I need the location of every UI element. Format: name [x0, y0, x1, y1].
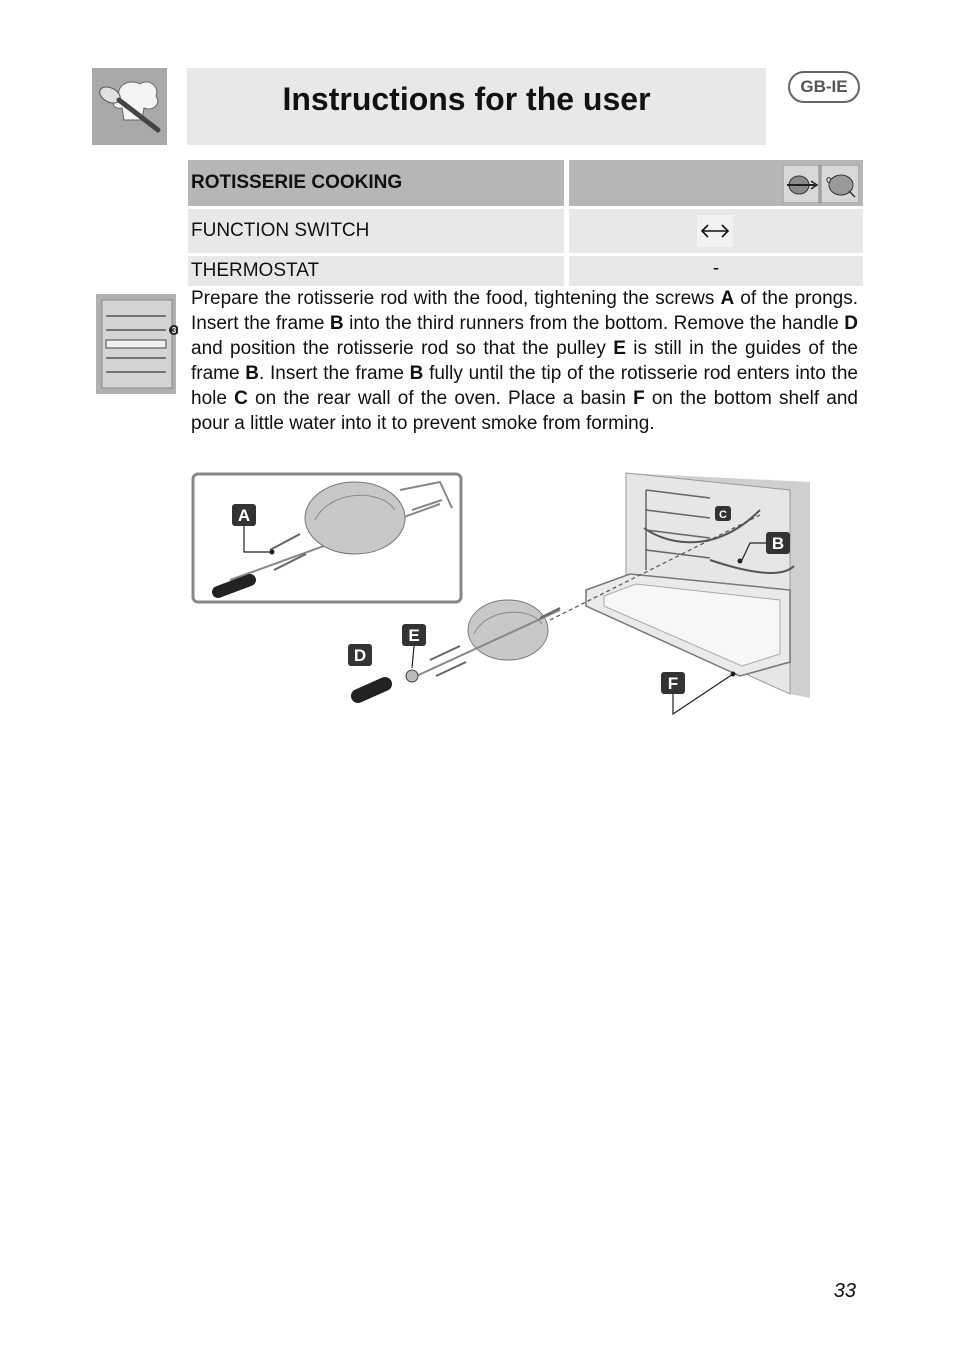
rotisserie-function-icon: [697, 215, 733, 247]
rotisserie-chicken-icons: [783, 165, 859, 203]
language-badge: GB-IE: [788, 71, 860, 103]
table-row-label-rotisserie: ROTISSERIE COOKING: [188, 160, 564, 206]
label-b: B: [771, 534, 785, 553]
table-row-label-function-switch: FUNCTION SWITCH: [188, 209, 564, 253]
spoon-chef-hat-icon: [92, 68, 167, 145]
shelf-number-label: 3: [171, 326, 177, 335]
label-e: E: [408, 626, 420, 645]
table-row-label-thermostat: THERMOSTAT: [188, 256, 564, 286]
label-a: A: [237, 506, 251, 525]
rotisserie-assembly-illustration: [190, 470, 815, 720]
label-d: D: [353, 646, 367, 665]
page-number: 33: [833, 1280, 856, 1302]
page-title: Instructions for the user: [282, 81, 651, 117]
table-row-value-thermostat: -: [569, 256, 863, 286]
label-f: F: [667, 674, 679, 693]
label-c: C: [719, 509, 727, 521]
instructions-paragraph: Prepare the rotisserie rod with the food, tightening the screws A of the prongs. Insert the frame B into the third runners from the bottom. Remove the handle D and position the rotisserie rod so that the pulley E is still in the guides of the frame B. Insert the frame B fully until the tip of the rotisserie rod enters into the hole C on the rear wall of the oven. Place a basin F on the bottom shelf and pour a little water into it to prevent smoke from forming.: [191, 288, 858, 434]
logo-box: [92, 68, 167, 145]
oven-shelf-position-figure: [96, 294, 178, 394]
